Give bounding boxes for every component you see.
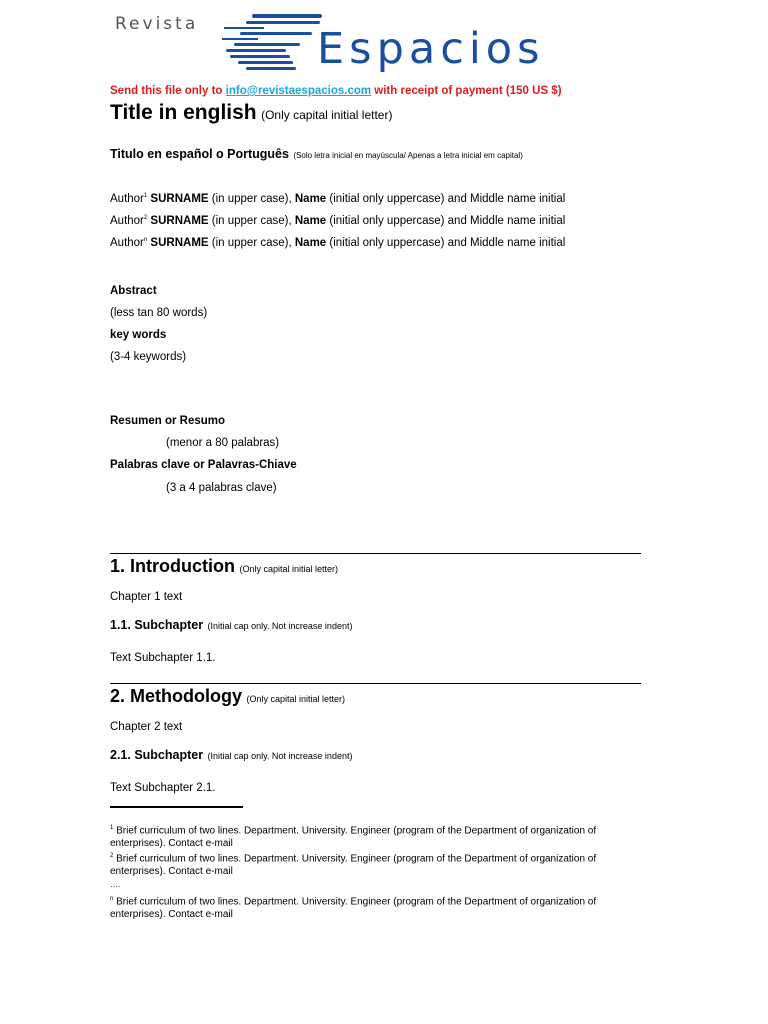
chapter-2-text: Chapter 2 text: [110, 721, 183, 733]
footnote-separator: [110, 806, 243, 808]
footnote-2: $^2$ Brief curriculum of two lines. Department. University. Engineer (program of the Department of organization of enterprises). Contact e-mail: [110, 853, 597, 878]
subchapter-1-1-heading: 1.1. Subchapter (Initial cap only. Not increase indent): [110, 618, 353, 632]
send-instruction: [110, 85, 562, 97]
footnote-ellipsis: ….: [110, 880, 121, 889]
revista-espacios-logo: [112, 8, 637, 74]
title-note: (Only capital initial letter): [261, 108, 393, 122]
document-title: [110, 101, 392, 125]
author-line-1: Author$^1$ SURNAME (in upper case), Name (initial only uppercase) and Middle name initial: [110, 193, 566, 205]
logo-espacios-text: Espacios: [317, 24, 545, 74]
email-link[interactable]: info@revistaespacios.com: [225, 85, 372, 97]
chapter-1-text: Chapter 1 text: [110, 591, 183, 603]
footnote-1: $^1$ Brief curriculum of two lines. Department. University. Engineer (program of the Department of organization of enterprises). Contact e-mail: [110, 825, 597, 850]
section-1-rule: [110, 553, 641, 554]
title-main: Title in english: [110, 101, 257, 124]
subtitle-main: Titulo en español o Português: [110, 147, 289, 161]
section-1-heading: 1. Introduction (Only capital initial letter): [110, 556, 338, 576]
abstract-text: (less tan 80 words): [110, 307, 208, 319]
subchapter-2-1-heading: 2.1. Subchapter (Initial cap only. Not increase indent): [110, 748, 353, 762]
send-after-text: with receipt of payment (150 US $): [371, 85, 562, 97]
resumen-text: (menor a 80 palabras): [166, 437, 280, 449]
palabras-clave-label: Palabras clave or Palavras-Chiave: [110, 459, 297, 471]
section-2-rule: [110, 683, 641, 684]
resumen-label: Resumen or Resumo: [110, 415, 226, 427]
document-subtitle: [110, 145, 523, 163]
logo-revista-text: Revista: [115, 14, 199, 34]
palabras-clave-text: (3 a 4 palabras clave): [166, 482, 277, 494]
send-before-text: Send this file only to: [110, 85, 226, 97]
author-line-n: Author$^n$ SURNAME (in upper case), Name (initial only uppercase) and Middle name initial: [110, 237, 566, 249]
author-line-2: Author$^2$ SURNAME (in upper case), Name (initial only uppercase) and Middle name initial: [110, 215, 566, 227]
footnote-n: $^n$ Brief curriculum of two lines. Department. University. Engineer (program of the Department of organization of enterprises). Contact e-mail: [110, 896, 597, 921]
logo-speed-lines-icon: [212, 12, 322, 72]
subchapter-2-1-text: Text Subchapter 2.1.: [110, 782, 216, 794]
keywords-label: key words: [110, 329, 167, 341]
keywords-text: (3-4 keywords): [110, 351, 187, 363]
subchapter-1-1-text: Text Subchapter 1.1.: [110, 652, 216, 664]
section-2-heading: 2. Methodology (Only capital initial letter): [110, 686, 345, 706]
abstract-label: Abstract: [110, 285, 157, 297]
subtitle-note: (Solo letra inicial en mayúscula/ Apenas a letra inicial em capital): [293, 151, 523, 160]
